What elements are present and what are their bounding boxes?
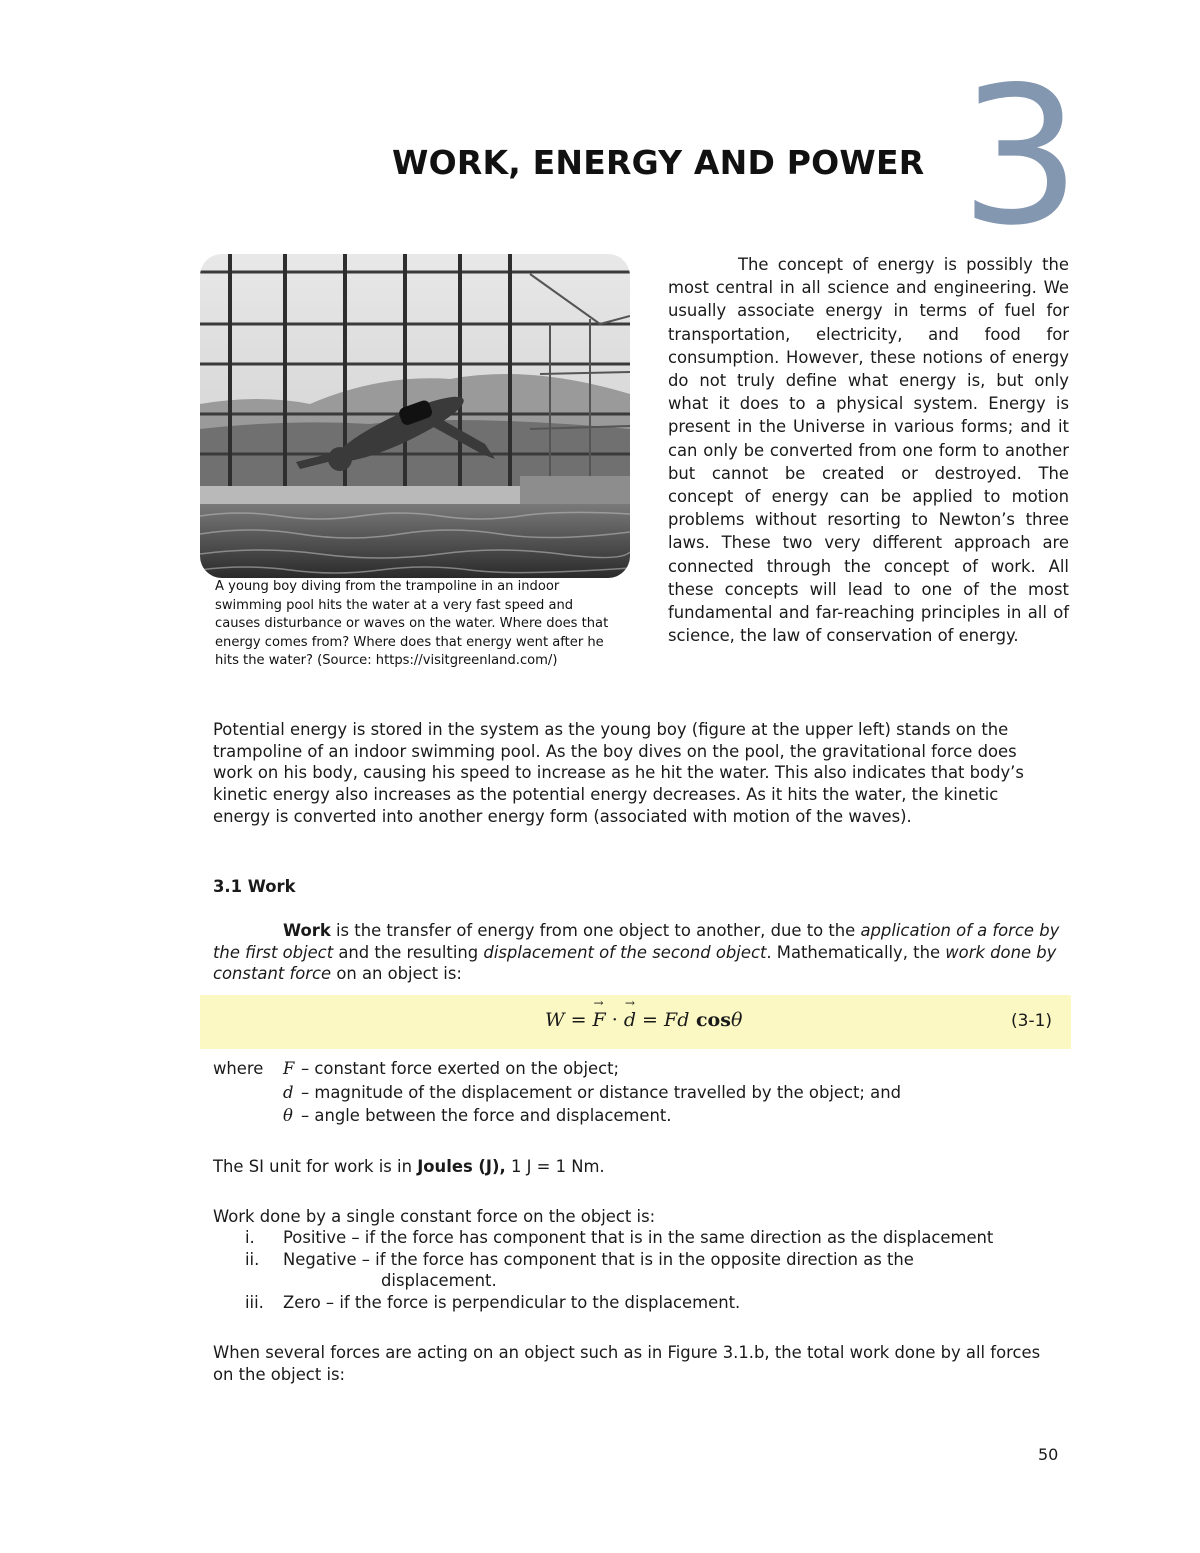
definition-text: – magnitude of the displacement or distance travelled by the object; and (301, 1082, 902, 1102)
eq-force-vector: F → (593, 1009, 606, 1031)
work-types-list (213, 1227, 1073, 1314)
eq-dot: · (605, 1009, 624, 1031)
definition-row (213, 1081, 1063, 1105)
page-number: 50 (1038, 1445, 1059, 1464)
eq-equals-1: = (564, 1009, 593, 1031)
where-label: where (213, 1059, 264, 1078)
definition-text: – angle between the force and displacement. (301, 1106, 672, 1125)
si-text-before: The SI unit for work is in (213, 1157, 418, 1176)
definition-row (213, 1104, 1063, 1128)
list-text: Positive – if the force has component that is in the same direction as the displacement (283, 1228, 994, 1247)
work-def-text-3: . Mathematically, the (766, 942, 946, 962)
symbol-angle: θ (283, 1106, 293, 1125)
work-def-text-4: on an object is: (331, 964, 462, 984)
eq-cos: cos (689, 1009, 731, 1031)
symbol-displacement: d (283, 1082, 294, 1102)
eq-equals-2: = (636, 1009, 665, 1031)
intro-text: The concept of energy is possibly the most central in all science and engineering. We usually associate energy in terms of fuel for transportation, electricity, and food for consumption. However, these notions of energy do not truly define what energy is, but only what it does to a physical system. Energy is present in the Universe in various forms; and it can only be converted from one form to another but cannot be created or destroyed. The concept of energy can be applied to motion problems without resorting to Newton’s three laws. These two very different approach are connected through the concept of work. All these concepts will lead to one of the most fundamental and far-reaching principles in all of science, the law of conservation of energy. (668, 255, 1069, 646)
list-item (213, 1227, 1073, 1249)
definition-row (213, 1057, 1063, 1081)
work-definition-paragraph (213, 920, 1060, 985)
work-def-italic-3: work done by constant force (213, 942, 1057, 984)
section-heading: 3.1 Work (213, 877, 296, 896)
si-unit-bold: Joules (J), (417, 1157, 506, 1176)
list-text: Negative – if the force has component that is in the opposite direction as the (283, 1249, 914, 1269)
list-item-continuation (213, 1270, 1073, 1292)
potential-energy-paragraph: Potential energy is stored in the system as the young boy (figure at the upper left) stands on the trampoline of an indoor swimming pool. As the boy dives on the pool, the gravitational force does work on his body, causing his speed to increase as he hit the water. This also indicates that body’s kinetic energy also increases as the potential energy decreases. As it hits the water, the kinetic energy is converted into another energy form (associated with motion of the waves). (213, 720, 1024, 826)
intro-paragraph (668, 253, 1069, 647)
list-item (213, 1292, 1073, 1314)
list-number: iii. (245, 1293, 264, 1313)
eq-rhs: Fd (664, 1009, 690, 1031)
list-text: Zero – if the force is perpendicular to the displacement. (283, 1293, 741, 1313)
list-item (213, 1249, 1073, 1271)
work-def-italic-2: displacement of the second object (483, 942, 767, 962)
equation-number: (3-1) (1011, 1011, 1053, 1031)
work-equation (545, 1009, 742, 1031)
diver-illustration (200, 254, 630, 578)
symbol-force: F (283, 1059, 295, 1078)
variable-definitions (213, 1057, 1063, 1128)
eq-displacement-vector: d → (624, 1009, 636, 1031)
list-text-continuation: displacement. (381, 1271, 497, 1291)
list-number: ii. (245, 1249, 260, 1269)
list-number: i. (245, 1228, 255, 1247)
eq-lhs: W (545, 1009, 565, 1031)
work-term: Work (283, 921, 331, 940)
work-def-text-2: and the resulting (333, 942, 484, 962)
si-text-after: 1 J = 1 Nm. (505, 1157, 605, 1176)
work-def-italic-1: application of a force by the first object (213, 921, 1060, 962)
chapter-title: WORK, ENERGY AND POWER (392, 143, 925, 182)
work-types-intro: Work done by a single constant force on the object is: (213, 1207, 656, 1226)
work-def-text-1: is the transfer of energy from one object to another, due to the (330, 921, 861, 940)
chapter-number: 3 (960, 46, 1081, 267)
si-unit-line (213, 1156, 1060, 1178)
eq-theta: θ (730, 1009, 743, 1031)
diving-photo (200, 254, 630, 578)
total-work-paragraph: When several forces are acting on an object such as in Figure 3.1.b, the total work done by all forces on the object is: (213, 1343, 1041, 1384)
definition-text: – constant force exerted on the object; (301, 1059, 620, 1078)
figure-caption: A young boy diving from the trampoline in an indoor swimming pool hits the water at a very fast speed and causes disturbance or waves on the water. Where does that energy comes from? Where does that energy went after he hits the water? (Source: https://visitgreenland.com/) (215, 579, 609, 669)
